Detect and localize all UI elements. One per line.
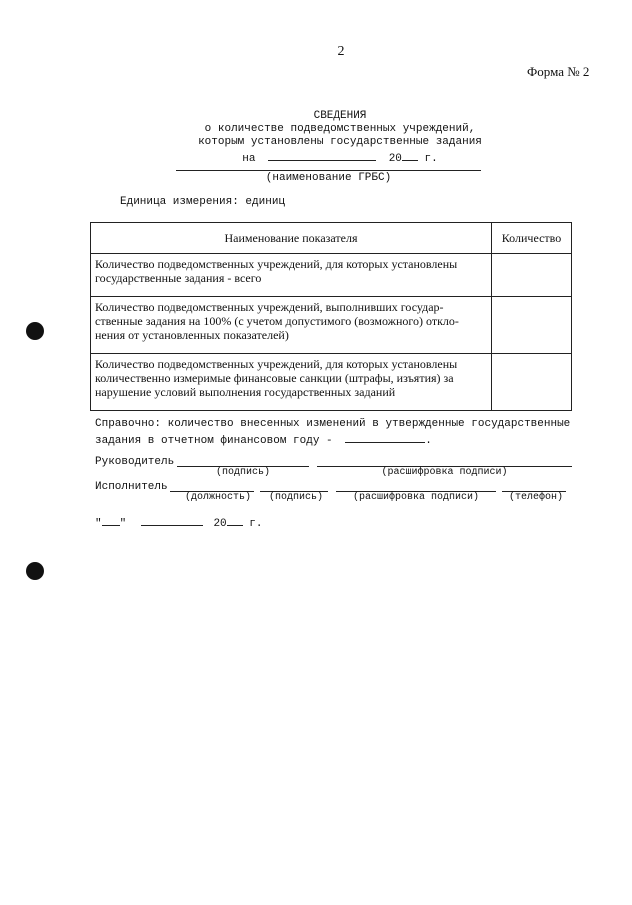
reference-end-dot: . [425, 435, 432, 447]
date-line [95, 514, 262, 530]
reference-line-2 [95, 431, 575, 448]
header-quantity: Количество [492, 223, 572, 254]
row-3-quantity-cell[interactable] [492, 354, 572, 411]
heading-date-line [150, 149, 530, 166]
date-year-suffix: г. [249, 518, 263, 530]
head-label: Руководитель [95, 456, 175, 468]
row-2-quantity-cell[interactable] [492, 297, 572, 354]
grbs-caption: (наименование ГРБС) [265, 172, 392, 184]
changes-count-blank[interactable] [345, 431, 425, 443]
table-row [91, 354, 572, 411]
heading-year-blank[interactable] [402, 149, 418, 161]
table-row [91, 254, 572, 297]
date-year-label: 20 [213, 518, 227, 530]
punch-hole-bottom [26, 562, 44, 580]
exec-position-caption: (должность) [184, 492, 251, 503]
head-decode-caption: (расшифровка подписи) [381, 467, 508, 478]
date-day-blank[interactable] [102, 514, 120, 526]
reference-line-1: Справочно: количество внесенных изменений в утвержденные государственные [95, 418, 571, 430]
page-number: 2 [337, 44, 345, 59]
form-label: Форма № 2 [527, 64, 590, 79]
reference-note [95, 418, 575, 448]
date-quote-close: " [119, 518, 127, 530]
row-2-name: Количество подведомственных учреждений, выполнивших государ-ственные задания на 100% (с учетом допустимого (возможного) откло-нения от установленных показателей) [91, 297, 492, 354]
indicators-table [90, 222, 572, 411]
heading-line-2: о количестве подведомственных учреждений, [204, 123, 476, 135]
unit-label: Единица измерения: единиц [120, 196, 286, 208]
heading-line-3: которым установлены государственные задания [198, 136, 482, 148]
heading-date-blank[interactable] [268, 149, 376, 161]
punch-hole-top [26, 322, 44, 340]
grbs-name-line[interactable] [176, 170, 481, 171]
heading-on-label: на [242, 153, 256, 165]
document-heading [150, 110, 530, 166]
head-sign-caption: (подпись) [215, 467, 270, 478]
exec-sign-caption: (подпись) [268, 492, 323, 503]
heading-title: СВЕДЕНИЯ [313, 110, 367, 122]
heading-year-suffix: г. [424, 153, 438, 165]
row-3-name: Количество подведомственных учреждений, для которых установлены количественно измеримые финансовые санкции (штрафы, изъятия) за нарушение условий выполнения государственных заданий [91, 354, 492, 411]
exec-decode-caption: (расшифровка подписи) [352, 492, 480, 503]
table-row [91, 297, 572, 354]
executor-label: Исполнитель [95, 481, 168, 493]
reference-line-2-text: задания в отчетном финансовом году - [95, 435, 333, 447]
heading-year-label: 20 [388, 153, 402, 165]
date-year-blank[interactable] [227, 514, 243, 526]
exec-phone-caption: (телефон) [508, 492, 563, 503]
header-indicator-name: Наименование показателя [91, 223, 492, 254]
row-1-name: Количество подведомственных учреждений, для которых установлены государственные задания - всего [91, 254, 492, 297]
table-header-row [91, 223, 572, 254]
date-month-blank[interactable] [141, 514, 203, 526]
row-1-quantity-cell[interactable] [492, 254, 572, 297]
date-quote-open: " [95, 518, 102, 530]
